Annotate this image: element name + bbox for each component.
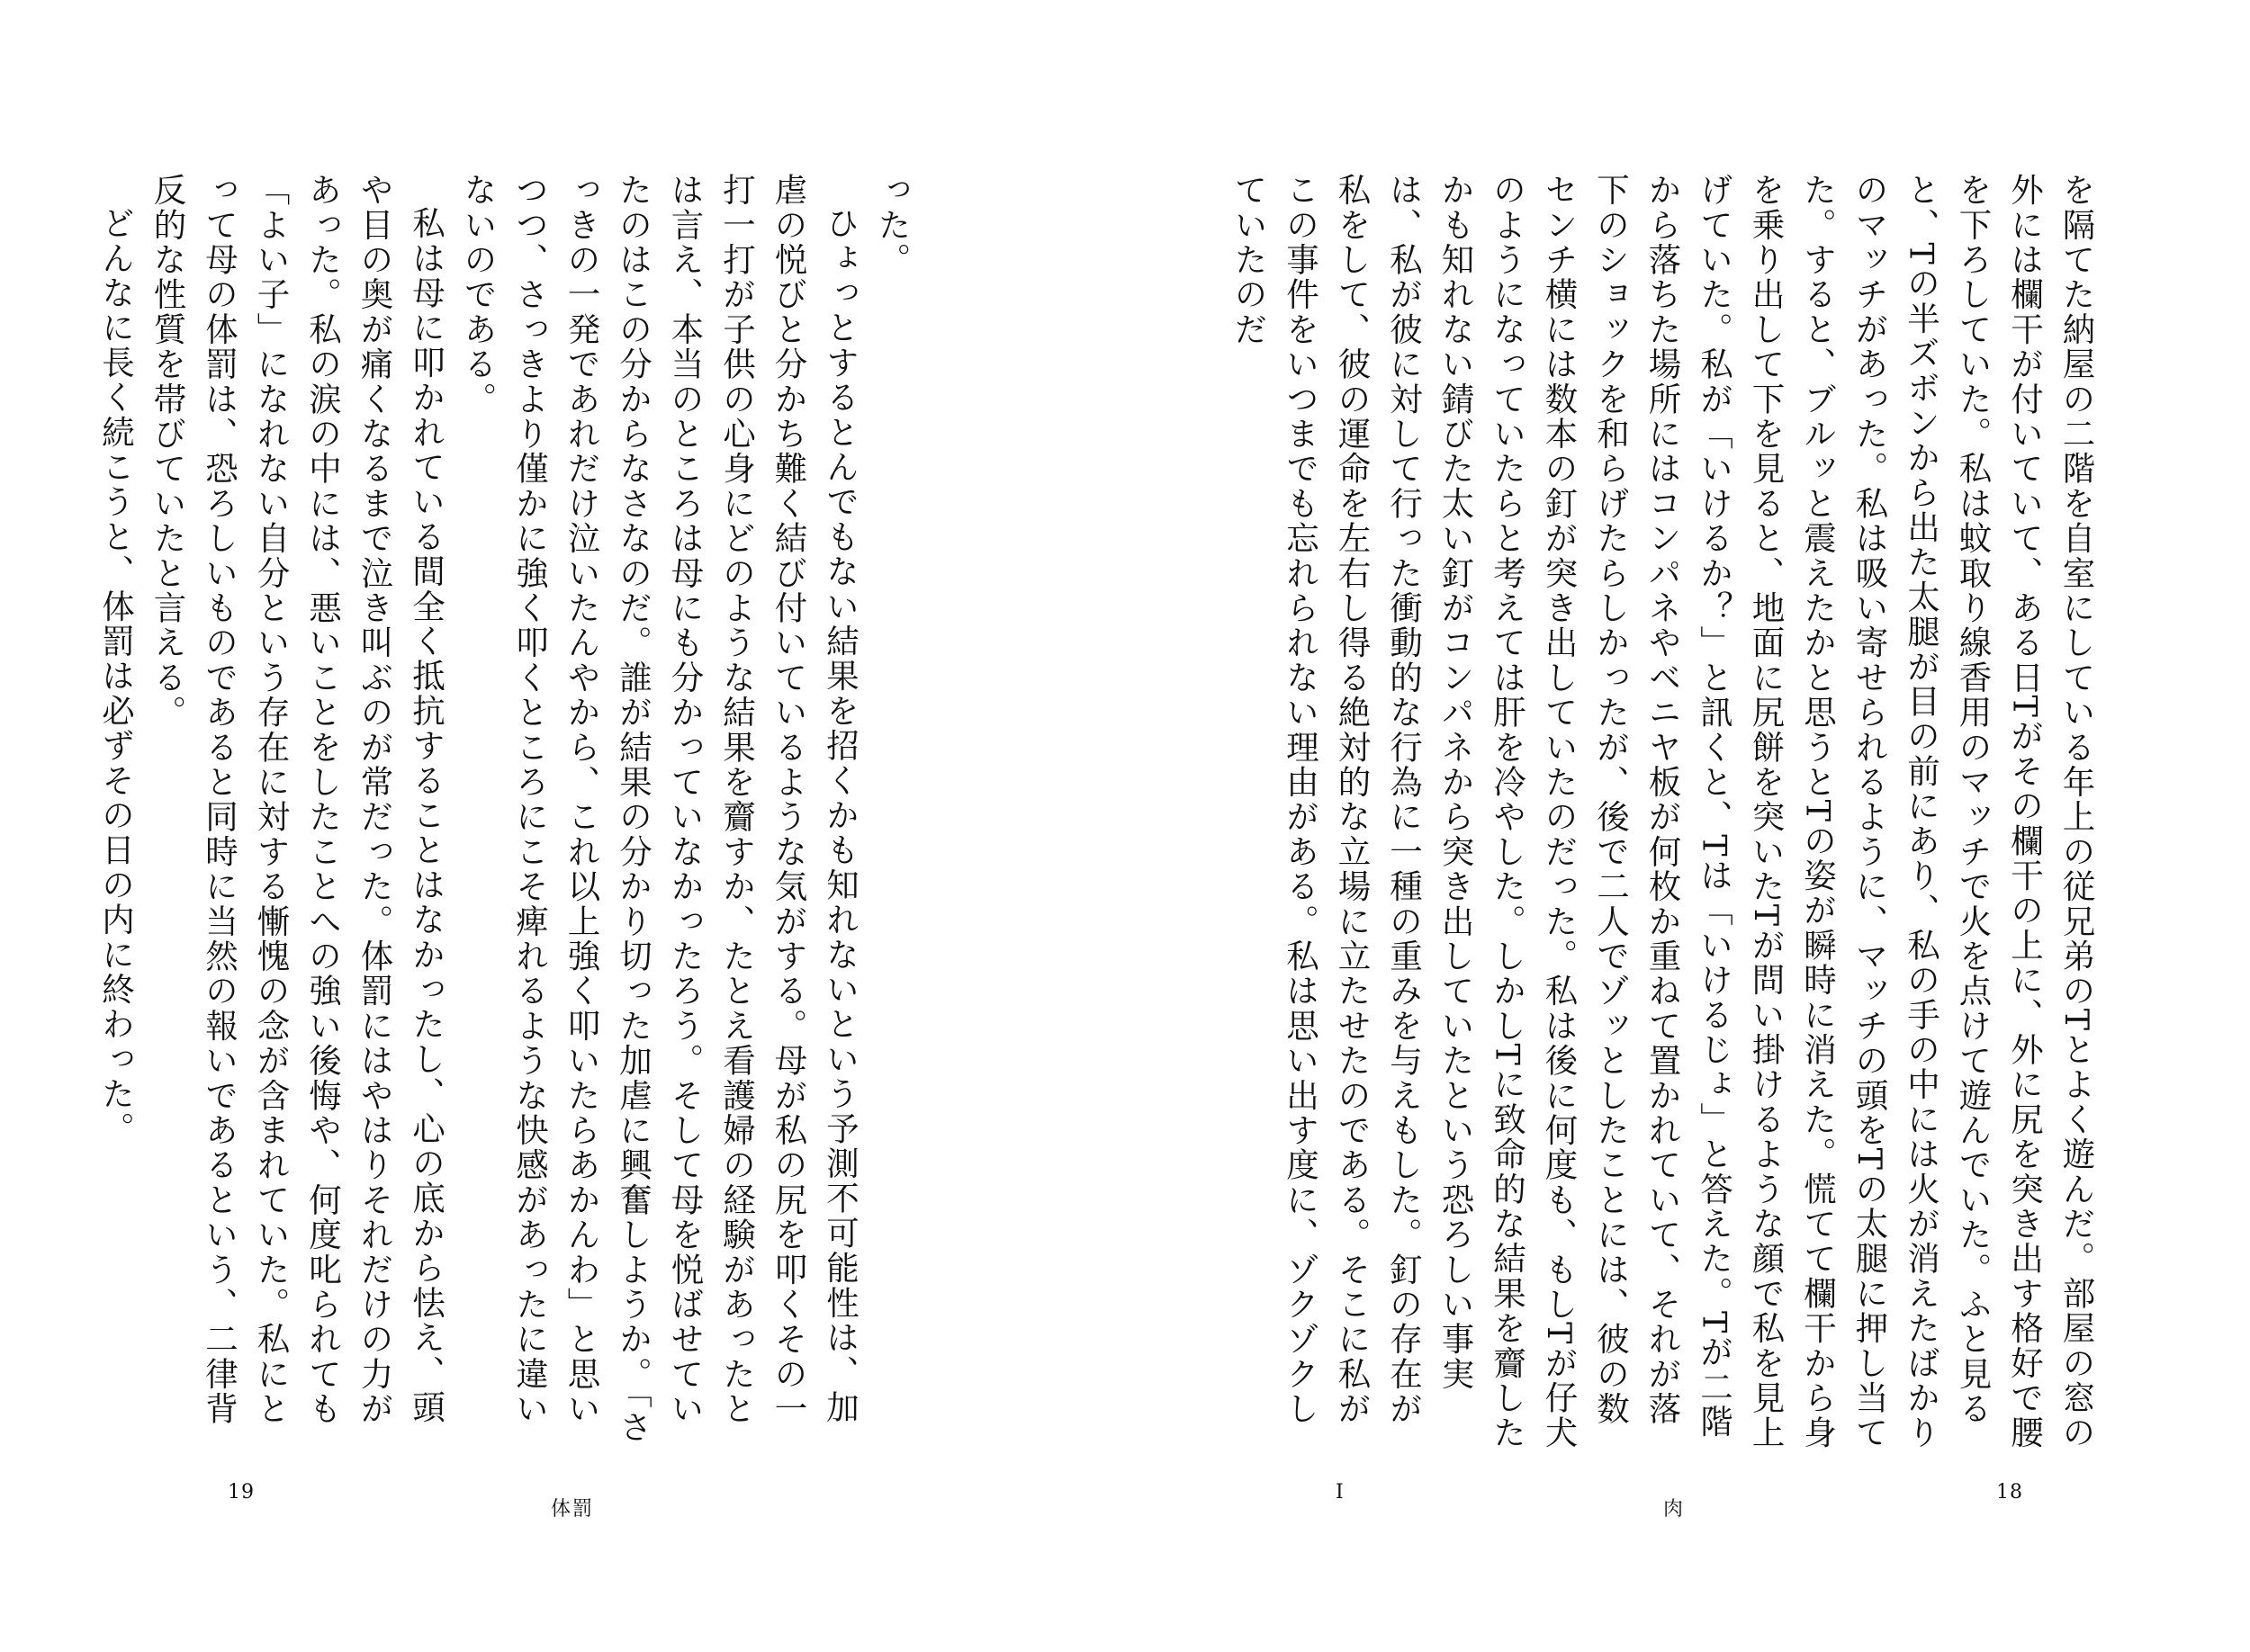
page-number-right: 18: [1996, 1481, 2023, 1504]
left-page-body-text: [96, 173, 918, 1450]
running-head-part-number: I: [1336, 1481, 1346, 1504]
paragraph: どんなに長く続こうと、体罰は必ずその日の内に終わった。: [96, 205, 136, 1146]
paragraph: を隔てた納屋の二階を自室にしている年上の従兄弟のTとよく遊んだ。部屋の窓の外には欄干が付いていて、ある日Tがその欄干の上に、外に尻を突き出す格好で腰を下ろしていた。私は蚊取り線香用のマッチで火を点けて遊んでいた。ふと見ると、Tの半ズボンから出た太腿が目の前にあり、私の手の中には火が消えたばかりのマッチがあった。私は吸い寄せられるように、マッチの頭をTの太腿に押し当てた。すると、ブルッと震えたかと思うとTの姿が瞬時に消えた。慌てて欄干から身を乗り出して下を見ると、地面に尻餅を突いたTが問い掛けるような顔で私を見上げていた。私が「いけるか？」と訊くと、Tは「いけるじょ」と答えた。Tが二階から落ちた場所にはコンパネやベニヤ板が何枚か重ねて置かれていて、それが落下のショックを和らげたらしかったが、後で二人でゾッとしたことには、彼の数センチ横には数本の釘が突き出していたのだった。私は後に何度も、もしTが仔犬のようになっていたらと考えては肝を冷やした。しかしTに致命的な結果を齎したかも知れない錆びた太い釘がコンパネから突き出していたという恐ろしい事実は、私が彼に対して行った衝動的な行為に一種の重みを与えもした。釘の存在が私をして、彼の運命を左右し得る絶対的な立場に立たせたのである。そこに私がこの事件をいつまでも忘れられない理由がある。私は思い出す度に、ゾクゾクしていたのだ: [1229, 173, 2096, 1450]
paragraph: 私は母に叩かれている間全く抵抗することはなかったし、心の底から怯え、頭や目の奥が痛くなるまで泣き叫ぶのが常だった。体罰にはやはりそれだけの力があった。私の涙の中には、悪いことをしたことへの強い後悔や、何度叱られても「よい子」になれない自分という存在に対する慚愧の念が含まれていた。私にとって母の体罰は、恐ろしいものであると同時に当然の報いであるという、二律背反的な性質を帯びていたと言える。: [148, 173, 446, 1427]
running-head-chapter-title: 体罰: [551, 1498, 595, 1521]
running-head-part-title: 肉: [1663, 1498, 1686, 1521]
right-page-body-text: [1229, 173, 2102, 1450]
right-page: [1125, 0, 2250, 1652]
page-number-left: 19: [228, 1481, 255, 1504]
paragraph: った。: [873, 173, 912, 278]
paragraph: ひょっとするとんでもない結果を招くかも知れないという予測不可能性は、加虐の悦びと分かち難く結び付いているような気がする。母が私の尻を叩くその一打一打が子供の心身にどのような結果を齎すか、たとえ看護婦の経験があったとは言え、本当のところは母にも分かっていなかったろう。そして母を悦ばせていたのはこの分からなさなのだ。誰が結果の分かり切った加虐に興奮しようか。「さっきの一発であれだけ泣いたんやから、これ以上強く叩いたらあかんわ」と思いつつ、さっきより僅かに強く叩くところにこそ痺れるような快感があったに違いないのである。: [459, 173, 860, 1445]
